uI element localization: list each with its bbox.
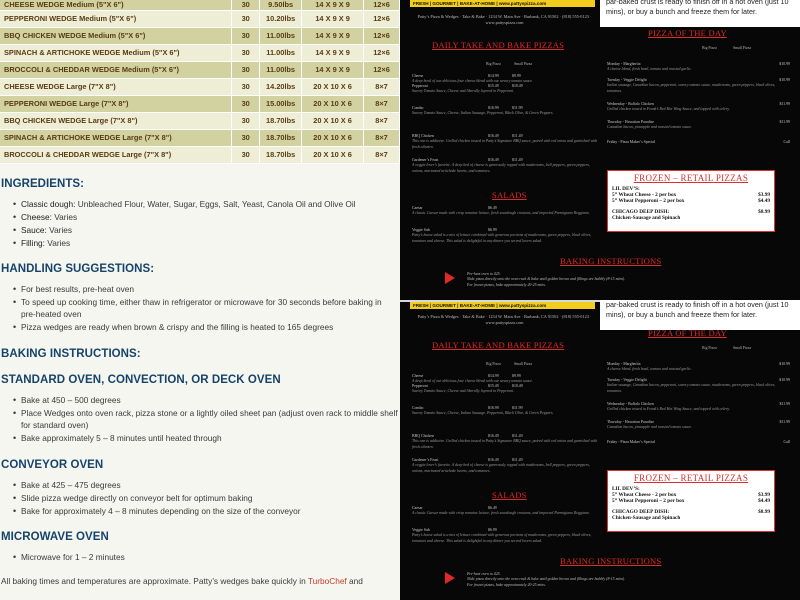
cell-weight: 9.50lbs (260, 0, 302, 10)
cell-dims: 20 X 10 X 6 (302, 78, 364, 95)
menu-item-price-small: $11.99 (512, 106, 523, 110)
product-specs-table (0, 0, 400, 164)
cell-name: SPINACH & ARTICHOKE WEDGE Large (7"X 8") (0, 129, 232, 146)
list-item: • Bake at 450 – 500 degrees (21, 394, 398, 406)
cell-weight: 15.00lbs (260, 95, 302, 112)
list-item: • For best results, pre-heat oven (21, 283, 398, 295)
frozen-label: 5” Wheat Pepperoni – 2 per box (612, 498, 685, 505)
salad-desc: Patty’s house salad is a mix of lettuce combined with generous portions of mushrooms, green peppers, black olives, tomatoes and cheese. This salad is delightful in any dinner you served lovers salad. (412, 533, 592, 543)
menu-item-desc: A veggie lover’s favorite. A deep bed of cheese is generously topped with mushrooms, bell peppers, green peppers, onions, marinated artichoke hearts, and tomatoes. (412, 163, 590, 173)
menu-item (412, 458, 602, 474)
menu-images (400, 0, 800, 600)
pod-desc: Canadian bacon, pineapple and roasted tomato sauce. (607, 125, 693, 130)
frozen-label: CHICAGO DEEP DISH: (612, 508, 670, 515)
menu-item-desc: A veggie lover’s favorite. A deep bed of cheese is generously topped with mushrooms, bell peppers, green peppers, onions, marinated artichoke hearts, and tomatoes. (412, 463, 590, 473)
menu-item-price-big: $16.99 (488, 406, 499, 410)
menu-top-note: par-baked crust is ready to finish off in a hot oven (just 10 mins), or buy a bunch and freeze them for later. (600, 0, 800, 27)
menu-item-price-big: $16.99 (488, 106, 499, 110)
frozen-price: $8.99 (758, 508, 770, 515)
menu-image-top[interactable] (400, 0, 800, 300)
menu-item-name: Gardener’s Feast (412, 458, 439, 462)
pod-item (607, 440, 790, 445)
baking-line: Pre-heat oven to 425. (467, 572, 501, 576)
menu-address: Patty’s Pizza & Wedges · Take & Bake · 1234 W. Main Ave · Burbank, CA 91502 · (818) 555-0123 · www.pattyspizza.com (417, 314, 592, 326)
size-small-header: Small Pizza (514, 62, 533, 66)
cell-pack: 12×6 (364, 10, 400, 27)
cell-pack: 8×7 (364, 129, 400, 146)
menu-item (412, 134, 602, 150)
microwave-list (21, 551, 398, 563)
frozen-price: $4.49 (758, 198, 770, 205)
pod-size-big: Big Pizza (702, 46, 717, 50)
menu-item-price-small: $11.49 (512, 434, 523, 438)
salads-title: SALADS (492, 190, 527, 200)
list-item: • Bake for approximately 4 – 8 minutes depending on the size of the conveyor (21, 505, 398, 517)
pod-desc: Grilled chicken tossed in Frank’s Red Hot Wing Sauce, and topped with celery. (607, 107, 730, 112)
daily-pizzas-title: DAILY TAKE AND BAKE PIZZAS (432, 340, 565, 350)
menu-item-desc: This one is addictive. Grilled chicken tossed in Patty’s Signature BBQ sauce, paired with red onion and garnished with fresh cilantro. (412, 439, 598, 449)
pod-day: Tuesday - Veggie Delight (607, 378, 647, 382)
table-row (0, 129, 400, 146)
cell-pack: 8×7 (364, 112, 400, 129)
ingredient-value: Varies (46, 224, 73, 235)
frozen-price: $3.99 (758, 192, 770, 199)
cell-weight: 10.20lbs (260, 10, 302, 27)
cell-pack: 12×6 (364, 27, 400, 44)
pod-item (607, 120, 790, 131)
menu-item (412, 158, 602, 174)
cell-weight: 18.70lbs (260, 146, 302, 163)
menu-item-price-small: $11.99 (512, 406, 523, 410)
cell-cases: 30 (232, 61, 260, 78)
pod-item (607, 378, 790, 394)
menu-item-name: Cheese (412, 74, 424, 78)
cell-cases: 30 (232, 78, 260, 95)
menu-item-price-big: $16.49 (488, 434, 499, 438)
menu-item-desc: Savory Tomato Sauce, Cheese, Italian Sausage, Pepperoni, Black Olive, & Green Peppers. (412, 411, 554, 416)
frozen-line (612, 515, 770, 521)
cell-weight: 11.00lbs (260, 61, 302, 78)
cell-cases: 30 (232, 112, 260, 129)
cell-pack: 8×7 (364, 146, 400, 163)
baking-instructions-text (467, 572, 657, 588)
list-item: • Bake approximately 5 – 8 minutes until heated through (21, 432, 398, 444)
cell-weight: 11.00lbs (260, 27, 302, 44)
menu-item (412, 106, 602, 117)
baking-line: Slide pizza directly onto the oven rack & bake until golden brown and fillings are bubbly (8-15 mins). (467, 277, 626, 282)
pod-item (607, 78, 790, 94)
cell-name: BROCCOLI & CHEDDAR WEDGE Large (7"X 8") (0, 146, 232, 163)
list-item (21, 211, 398, 223)
menu-item-desc: Savory Tomato Sauce, Cheese and liberally layered in Pepperoni. (412, 89, 515, 94)
salad-name: Veggie Sub (412, 528, 430, 532)
pod-desc: A cheese blend, fresh basil, tomato and roasted garlic. (607, 67, 692, 72)
baking-instructions-title: BAKING INSTRUCTIONS (560, 256, 662, 266)
cell-name: BBQ CHICKEN WEDGE Medium (5"X 6") (0, 27, 232, 44)
list-item: • Bake at 425 – 475 degrees (21, 479, 398, 491)
cell-dims: 14 X 9 X 9 (302, 61, 364, 78)
cell-dims: 20 X 10 X 6 (302, 95, 364, 112)
conveyor-oven-list (21, 479, 398, 517)
cell-dims: 14 X 9 X 9 (302, 44, 364, 61)
cell-name: BROCCOLI & CHEDDAR WEDGE Medium (5"X 6") (0, 61, 232, 78)
cell-weight: 18.70lbs (260, 112, 302, 129)
pod-day: Wednesday - Buffalo Chicken (607, 102, 654, 106)
size-big-header: Big Pizza (486, 62, 501, 66)
table-row (0, 0, 400, 10)
salad-price: $6.99 (488, 528, 497, 532)
menu-item-price-small: $10.49 (512, 84, 523, 88)
salad-name: Caesar (412, 506, 423, 510)
ingredient-value: Unbleached Flour, Water, Sugar, Eggs, Salt, Yeast, Canola Oil and Olive Oil (75, 198, 356, 209)
pod-size-small: Small Pizza (733, 46, 752, 50)
pod-price: Call (783, 140, 790, 144)
list-item (21, 198, 398, 210)
salad-desc: A classic Caesar made with crisp romaine lettuce, fresh sourdough croutons, and imported Parmigiano Reggiano. (412, 211, 590, 216)
list-item: • Pizza wedges are ready when brown & crispy and the filling is heated to 165 degrees (21, 321, 398, 333)
cell-cases: 30 (232, 95, 260, 112)
pod-price: Call (783, 440, 790, 444)
handling-heading: HANDLING SUGGESTIONS: (1, 262, 155, 275)
menu-item-price-small: $11.49 (512, 134, 523, 138)
cell-cases: 30 (232, 0, 260, 10)
list-item (21, 224, 398, 236)
menu-item-name: Gardener’s Feast (412, 158, 439, 162)
pod-item (607, 402, 790, 413)
cell-pack: 12×6 (364, 0, 400, 10)
baking-heading: BAKING INSTRUCTIONS: (1, 347, 141, 360)
footer-tail: and (346, 576, 363, 587)
size-small-header: Small Pizza (514, 362, 533, 366)
pod-row (607, 440, 790, 445)
cell-name: PEPPERONI WEDGE Large (7"X 8") (0, 95, 232, 112)
frozen-title: FROZEN – RETAIL PIZZAS (633, 473, 749, 483)
pod-item (607, 362, 790, 373)
table-row (0, 27, 400, 44)
frozen-label: 5” Wheat Cheese - 2 per box (612, 192, 677, 199)
salad-item (412, 228, 602, 244)
pod-day: Monday - Margherita (607, 362, 641, 366)
frozen-label: LIL DEV’S: (612, 486, 640, 492)
pod-desc: A cheese blend, fresh basil, tomato and roasted garlic. (607, 367, 692, 372)
menu-item-name: Combo (412, 406, 424, 410)
menu-item-price-big: $14.99 (488, 74, 499, 78)
frozen-label: 5” Wheat Cheese - 2 per box (612, 492, 677, 499)
cell-pack: 12×6 (364, 61, 400, 78)
pod-day: Friday - Pizza Maker’s Special (607, 440, 656, 444)
salad-price: $6.49 (488, 506, 497, 510)
menu-image-bottom[interactable] (400, 300, 800, 600)
cell-dims: 14 X 9 X 9 (302, 27, 364, 44)
cell-pack: 8×7 (364, 78, 400, 95)
menu-item-price-big: $15.49 (488, 84, 499, 88)
pod-size-big: Big Pizza (702, 346, 717, 350)
frozen-pizzas-box (607, 470, 775, 532)
frozen-price: $3.99 (758, 492, 770, 499)
cell-weight: 18.70lbs (260, 129, 302, 146)
pod-item (607, 420, 790, 431)
salad-price: $6.99 (488, 228, 497, 232)
list-item: • Slide pizza wedge directly on conveyor belt for optimum baking (21, 492, 398, 504)
handling-list (21, 283, 398, 334)
footer-text: All baking times and temperatures are approximate. Patty’s wedges bake quickly in (1, 576, 308, 587)
frozen-pizzas-box (607, 170, 775, 232)
menu-top-note: par-baked crust is ready to finish off in a hot oven (just 10 mins), or buy a bunch and freeze them for later. (600, 300, 800, 330)
table-row (0, 61, 400, 78)
pod-day: Wednesday - Buffalo Chicken (607, 402, 654, 406)
pod-desc: Grilled chicken tossed in Frank’s Red Hot Wing Sauce, and topped with celery. (607, 407, 730, 412)
frozen-label: Chicken-Sausage and Spinach (612, 514, 681, 521)
cell-cases: 30 (232, 10, 260, 27)
cell-cases: 30 (232, 129, 260, 146)
ingredient-key: Classic dough: (21, 198, 76, 209)
menu-item-price-big: $14.99 (488, 374, 499, 378)
frozen-price: $8.99 (758, 208, 770, 215)
pod-day: Tuesday - Veggie Delight (607, 78, 647, 82)
pod-day: Monday - Margherita (607, 62, 641, 66)
play-icon (445, 572, 455, 584)
table-row (0, 146, 400, 163)
pod-day: Friday - Pizza Maker’s Special (607, 140, 656, 144)
cell-cases: 30 (232, 44, 260, 61)
baking-line: Slide pizza directly onto the oven rack & bake until golden brown and fillings are bubbly (8-15 mins). (467, 577, 626, 582)
pod-price: $10.99 (779, 62, 790, 66)
menu-item-name: Cheese (412, 374, 424, 378)
pod-item (607, 102, 790, 113)
pod-price: $10.99 (779, 378, 790, 382)
cell-cases: 30 (232, 146, 260, 163)
pod-day: Thursday - Hawaiian Paradise (607, 420, 654, 424)
table-row (0, 95, 400, 112)
pod-row (607, 140, 790, 145)
menu-item-price-small: $10.49 (512, 384, 523, 388)
cell-cases: 30 (232, 27, 260, 44)
menu-item-name: BBQ Chicken (412, 434, 434, 438)
cell-dims: 14 X 9 X 9 (302, 0, 364, 10)
menu-header-bar: FRESH | GOURMET | BAKE-AT-HOME | www.pattyspizza.com (410, 0, 595, 7)
ingredient-value: Varies (44, 237, 71, 248)
list-item: • To speed up cooking time, either thaw in refrigerator or microwave for 30 seconds before baking in pre-heated oven (21, 296, 398, 321)
pod-desc: Canadian bacon, pineapple and roasted tomato sauce. (607, 425, 693, 430)
menu-item-desc: This one is addictive. Grilled chicken tossed in Patty’s Signature BBQ sauce, paired with red onion and garnished with fresh cilantro. (412, 139, 598, 149)
play-icon (445, 272, 455, 284)
pod-day: Thursday - Hawaiian Paradise (607, 120, 654, 124)
salad-desc: A classic Caesar made with crisp romaine lettuce, fresh sourdough croutons, and imported Parmigiano Reggiano. (412, 511, 590, 516)
menu-item-price-big: $16.49 (488, 134, 499, 138)
product-details (0, 178, 400, 588)
turbochef-link[interactable]: TurboChef (307, 576, 347, 587)
pod-price: $11.99 (779, 420, 790, 424)
pod-size-small: Small Pizza (733, 346, 752, 350)
frozen-label: Chicken-Sausage and Spinach (612, 214, 681, 221)
cell-dims: 14 X 9 X 9 (302, 10, 364, 27)
menu-header-bar: FRESH | GOURMET | BAKE-AT-HOME | www.pattyspizza.com (410, 302, 595, 309)
salad-item (412, 528, 602, 544)
ingredients-heading: INGREDIENTS: (1, 177, 85, 190)
pod-price: $11.99 (779, 402, 790, 406)
cell-name: CHEESE WEDGE Medium (5"X 6") (0, 0, 232, 10)
cell-name: CHEESE WEDGE Large (7"X 8") (0, 78, 232, 95)
table-row (0, 78, 400, 95)
menu-item-desc: Savory Tomato Sauce, Cheese and liberally layered in Pepperoni. (412, 389, 515, 394)
daily-pizzas-title: DAILY TAKE AND BAKE PIZZAS (432, 40, 565, 50)
menu-address: Patty’s Pizza & Wedges · Take & Bake · 1234 W. Main Ave · Burbank, CA 91502 · (818) 555-0123 · www.pattyspizza.com (417, 14, 592, 26)
standard-oven-list (21, 394, 398, 445)
frozen-label: 5” Wheat Pepperoni – 2 per box (612, 198, 685, 205)
pod-item (607, 62, 790, 73)
table-row (0, 10, 400, 27)
menu-item (412, 434, 602, 450)
menu-item-name: Pepperoni (412, 384, 428, 388)
menu-item-price-small: $9.99 (512, 74, 521, 78)
menu-item-price-big: $16.49 (488, 158, 499, 162)
menu-item-price-small: $11.49 (512, 158, 523, 162)
cell-weight: 14.20lbs (260, 78, 302, 95)
frozen-title: FROZEN – RETAIL PIZZAS (633, 173, 749, 183)
cell-dims: 20 X 10 X 6 (302, 129, 364, 146)
cell-dims: 20 X 10 X 6 (302, 112, 364, 129)
ingredient-value: Varies (51, 211, 78, 222)
cell-name: SPINACH & ARTICHOKE WEDGE Medium (5"X 6") (0, 44, 232, 61)
pod-title: PIZZA OF THE DAY (648, 28, 727, 38)
frozen-price: $4.49 (758, 498, 770, 505)
footer-note (1, 575, 398, 587)
microwave-heading: MICROWAVE OVEN (1, 530, 109, 543)
ingredient-key: Sauce: (21, 224, 47, 235)
ingredient-key: Filling: (21, 237, 45, 248)
frozen-line (612, 215, 770, 221)
list-item: • Microwave for 1 – 2 minutes (21, 551, 398, 563)
cell-weight: 11.00lbs (260, 44, 302, 61)
menu-item-name: Combo (412, 106, 424, 110)
list-item (21, 237, 398, 249)
pod-price: $11.99 (779, 102, 790, 106)
menu-item-desc: A deep bowl of our delicious four cheese blend with our savory tomato sauce. (412, 379, 533, 384)
pod-title: PIZZA OF THE DAY (648, 328, 727, 338)
salad-item (412, 206, 602, 217)
menu-item-desc: Savory Tomato Sauce, Cheese, Italian Sausage, Pepperoni, Black Olive, & Green Peppers. (412, 111, 554, 116)
menu-item-price-small: $11.49 (512, 458, 523, 462)
menu-item-price-small: $9.99 (512, 374, 521, 378)
salad-price: $6.49 (488, 206, 497, 210)
baking-instructions-title: BAKING INSTRUCTIONS (560, 556, 662, 566)
salad-item (412, 506, 602, 517)
cell-pack: 12×6 (364, 44, 400, 61)
pod-desc: Italian sausage, Canadian bacon, pepperoni, savory tomato sauce, mushrooms, green peppers, black olives, tomatoes. (607, 83, 776, 93)
list-item: • Place Wedges onto oven rack, pizza stone or a lightly oiled sheet pan (adjust oven rack to middle shelf for standard oven) (21, 407, 398, 432)
menu-item-name: Pepperoni (412, 84, 428, 88)
baking-line: Pre-heat oven to 425. (467, 272, 501, 276)
menu-item (412, 406, 602, 417)
salad-name: Veggie Sub (412, 228, 430, 232)
menu-item-desc: A deep bowl of our delicious four cheese blend with our savory tomato sauce. (412, 79, 533, 84)
cell-name: BBQ CHICKEN WEDGE Large (7"X 8") (0, 112, 232, 129)
salads-title: SALADS (492, 490, 527, 500)
ingredients-list (21, 198, 398, 249)
pod-item (607, 140, 790, 145)
pod-price: $10.99 (779, 78, 790, 82)
baking-line: For frozen pizzas, bake approximately 20-25 mins. (467, 282, 546, 287)
table-row (0, 112, 400, 129)
baking-instructions-text (467, 272, 657, 288)
cell-pack: 8×7 (364, 95, 400, 112)
menu-item-price-big: $15.49 (488, 384, 499, 388)
pod-desc: Italian sausage, Canadian bacon, pepperoni, savory tomato sauce, mushrooms, green peppers, black olives, tomatoes. (607, 383, 776, 393)
baking-line: For frozen pizzas, bake approximately 20-25 mins. (467, 582, 546, 587)
frozen-label: CHICAGO DEEP DISH: (612, 208, 670, 215)
ingredient-key: Cheese: (21, 211, 52, 222)
table-row (0, 44, 400, 61)
standard-oven-heading: STANDARD OVEN, CONVECTION, OR DECK OVEN (1, 373, 281, 386)
menu-item-name: BBQ Chicken (412, 134, 434, 138)
menu-item (412, 384, 602, 395)
conveyor-oven-heading: CONVEYOR OVEN (1, 458, 104, 471)
salad-desc: Patty’s house salad is a mix of lettuce combined with generous portions of mushrooms, green peppers, black olives, tomatoes and cheese. This salad is delightful in any dinner you served lovers salad. (412, 233, 592, 243)
salad-name: Caesar (412, 206, 423, 210)
cell-name: PEPPERONI WEDGE Medium (5"X 6") (0, 10, 232, 27)
menu-item (412, 84, 602, 95)
size-big-header: Big Pizza (486, 362, 501, 366)
menu-item-price-big: $16.49 (488, 458, 499, 462)
pod-price: $11.99 (779, 120, 790, 124)
pod-price: $10.99 (779, 362, 790, 366)
cell-dims: 20 X 10 X 6 (302, 146, 364, 163)
frozen-label: LIL DEV’S: (612, 186, 640, 192)
